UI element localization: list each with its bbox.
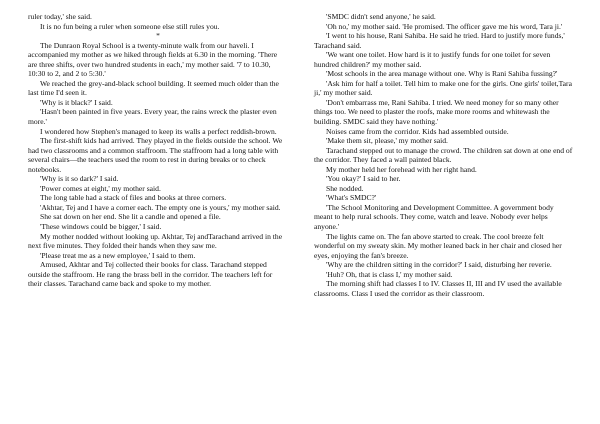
paragraph: Tarachand stepped out to manage the crowd. The children sat down at one end of the corridor. They faced a wall painted black. (314, 145, 573, 165)
paragraph: 'Don't embarrass me, Rani Sahiba. I tried. We need money for so many other things too. We need to plaster the roofs, make more rooms and whitewash the building. SMDC said they have nothing.' (314, 97, 559, 127)
paragraph: 'These windows could be bigger,' I said. (40, 222, 162, 232)
paragraph: My mother nodded without looking up. Akhtar, Tej andTarachand arrived in the next five minutes. They folded their hands when they saw me. (28, 231, 283, 251)
paragraph: 'Huh? Oh, that is class I,' my mother said. (326, 269, 453, 279)
left-text-column (28, 12, 288, 289)
paragraph: 'You okay?' I said to her. (326, 174, 401, 184)
paragraph: Amused, Akhtar and Tej collected their books for class. Tarachand stepped outside the staffroom. He rang the brass bell in the corridor. The teachers left for their classes. Tarachand came back and spoke to my mother. (28, 260, 273, 289)
paragraph: 'We want one toilet. How hard is it to justify funds for one toilet for seven hundred children?' my mother said. (314, 50, 551, 69)
right-text-column (314, 12, 574, 298)
paragraph: Noises came from the corridor. Kids had assembled outside. (326, 126, 509, 136)
paragraph: My mother held her forehead with her right hand. (326, 164, 477, 174)
paragraph: She sat down on her end. She lit a candle and opened a file. (40, 212, 221, 222)
paragraph: 'Make them sit, please,' my mother said. (326, 136, 448, 146)
paragraph: The long table had a stack of files and books at three corners. (40, 193, 227, 203)
paragraph: 'Why is it so dark?' I said. (40, 174, 119, 184)
paragraph: 'Hasn't been painted in five years. Every year, the rains wreck the plaster even more.' (28, 107, 277, 127)
paragraph: 'Ask him for half a toilet. Tell him to make one for the girls. One girls' toilet,Tara ji,' my mother said. (314, 78, 572, 98)
paragraph: 'Most schools in the area manage without one. Why is Rani Sahiba fussing?' (326, 69, 558, 79)
paragraph: ruler today,' she said. (28, 12, 92, 21)
paragraph: The Dunraon Royal School is a twenty-minute walk from our haveli. I accompanied my mother as we hiked through fields at 6.30 in the morning. 'There are three shifts, over two hundred students in each,' my mother said. '7 to 10.30, 10:30 to 2, and 2 to 5:30.' (28, 40, 278, 79)
paragraph: 'The School Monitoring and Development Committee. A government body meant to help rural schools. They come, watch and leave. Nobody ever helps anyone.' (314, 202, 554, 232)
paragraph: We reached the grey-and-black school building. It seemed much older than the last time I'd seen it. (28, 78, 279, 98)
paragraph: The first-shift kids had arrived. They played in the fields outside the school. We had two classrooms and a common staffroom. The staffroom had a long table with several chairs—the teachers used the room to rest in during breaks or to check notebooks. (28, 136, 283, 174)
paragraph: I wondered how Stephen's managed to keep its walls a perfect reddish-brown. (40, 126, 277, 136)
section-separator: * (156, 31, 160, 41)
paragraph: The lights came on. The fan above started to creak. The cool breeze felt wonderful on my sweaty skin. My mother leaned back in her chair and closed her eyes, enjoying the fan's breeze. (314, 231, 562, 260)
paragraph: 'Why is it black?' I said. (40, 97, 113, 107)
paragraph: The morning shift had classes I to IV. Classes II, III and IV used the available classrooms. Class I used the corridor as their classroom. (314, 279, 562, 298)
paragraph: She nodded. (326, 183, 364, 193)
paragraph: 'SMDC didn't send anyone,' he said. (326, 12, 436, 21)
paragraph: 'Akhtar, Tej and I have a corner each. The empty one is yours,' my mother said. (40, 202, 281, 212)
paragraph: 'Please treat me as a new employee,' I said to them. (40, 250, 196, 260)
paragraph: 'Power comes at eight,' my mother said. (40, 183, 161, 193)
paragraph: 'I went to his house, Rani Sahiba. He said he tried. Hard to justify more funds,' Tarachand said. (314, 31, 565, 50)
paragraph: It is no fun being a ruler when someone else still rules you. (40, 21, 220, 31)
paragraph: 'Oh no,' my mother said. 'He promised. The officer gave me his word, Tara ji.' (326, 21, 563, 31)
paragraph: 'Why are the children sitting in the corridor?' I said, disturbing her reverie. (326, 260, 552, 270)
paragraph: 'What's SMDC?' (326, 193, 377, 203)
